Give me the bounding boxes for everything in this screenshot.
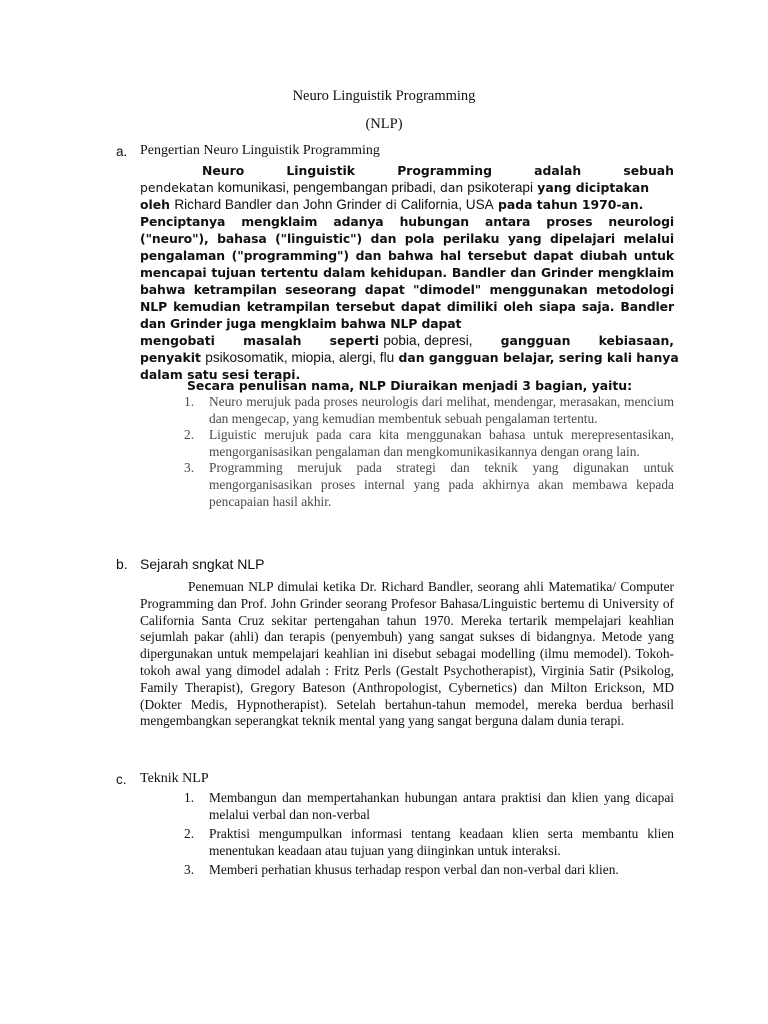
list-item: 2. Liguistic merujuk pada cara kita menggunakan bahasa untuk merepresentasikan, mengorganisasikan pengalaman dan mengkomunikasikannya dengan orang lain. (184, 427, 674, 459)
paragraph-last-line: dalam satu sesi terapi. (140, 367, 301, 382)
section-a-label: a. (116, 144, 128, 159)
paragraph-line-2: pendekatan komunikasi, pengembangan pribadi, dan psikoterapi yang diciptakan (140, 180, 650, 195)
section-c-list (184, 789, 674, 878)
list-item: 1. Membangun dan mempertahankan hubungan antara praktisi dan klien yang dicapai melalui verbal dan non-verbal (184, 790, 674, 822)
document-title: Neuro Linguistik Programming (292, 88, 476, 104)
section-c-heading: Teknik NLP (140, 771, 209, 786)
section-b-paragraph: Penemuan NLP dimulai ketika Dr. Richard Bandler, seorang ahli Matematika/ Computer Programming dan Prof. John Grinder seorang Profesor Bahasa/Linguistic bertemu di University of California Santa Cruz sekitar pertengahan tahun 1970. Mereka tertarik mempelajari keahlian sejumlah pakar (ahli) dan terapis (penyembuh) yang sangat sukses di bidangnya. Metode yang dipergunakan untuk mempelajari keahlian ini disebut sebagai modelling (ilmu memodel). Tokoh-tokoh awal yang dimodel adalah : Fritz Perls (Gestalt Psychotherapist), Virginia Satir (Psikolog, Family Therapist), Gregory Bateson (Anthropologist, Cybernetics) dan Milton Erickson, MD (Dokter Medis, Hypnotherapist). Setelah bertahun-tahun memodel, mereka berdua berhasil mengembangkan seperangkat teknik mental yang yang sangat berguna dalam dunia terapi. (140, 579, 674, 729)
paragraph-line-diseases: penyakit psikosomatik, miopia, alergi, flu dan gangguan belajar, sering kali hanya (140, 350, 679, 365)
section-b-label: b. (116, 556, 128, 572)
paragraph-body: Penciptanya mengklaim adanya hubungan antara proses neurologi ("neuro"), bahasa ("linguistic") dan pola perilaku yang dipelajari melalui pengalaman ("programming") dan bahwa hal tersebut dapat diubah untuk mencapai tujuan tertentu dalam kehidupan. Bandler dan Grinder mengklaim bahwa ketrampilan seseorang dapat "dimodel" menggunakan metodologi NLP kemudian ketrampilan tersebut dapat dimiliki oleh siapa saja. Bandler dan Grinder juga mengklaim bahwa NLP dapat (140, 214, 674, 331)
paragraph-line-3: oleh Richard Bandler dan John Grinder di California, USA pada tahun 1970-an. (140, 197, 644, 212)
section-a-list (184, 394, 674, 510)
section-b-heading: Sejarah sngkat NLP (140, 556, 265, 572)
list-item: 3. Memberi perhatian khusus terhadap respon verbal dan non-verbal dari klien. (184, 862, 619, 877)
list-item: 3. Programming merujuk pada strategi dan teknik yang digunakan untuk mengorganisasikan proses internal yang pada akhirnya akan membawa kepada pencapaian hasil akhir. (184, 460, 674, 509)
section-c-label: c. (116, 772, 127, 787)
list-item: 1. Neuro merujuk pada proses neurologis dari melihat, mendengar, merasakan, mencium dan mengecap, yang kemudian membentuk sebuah pengalaman tertentu. (184, 394, 674, 426)
paragraph-line-treat: mengobati masalah seperti pobia, depresi, gangguan kebiasaan, (140, 333, 674, 348)
paragraph-first-line: Neuro Linguistik Programming adalah sebuah (202, 163, 674, 178)
document-subtitle: (NLP) (365, 116, 403, 132)
section-a-heading: Pengertian Neuro Linguistik Programming (140, 143, 380, 158)
section-a-intro: Secara penulisan nama, NLP Diuraikan menjadi 3 bagian, yaitu: (187, 378, 633, 393)
list-item: 2. Praktisi mengumpulkan informasi tentang keadaan klien serta membantu klien menentukan keadaan atau tujuan yang diinginkan untuk interaksi. (184, 826, 674, 858)
section-a-paragraph (140, 162, 679, 383)
